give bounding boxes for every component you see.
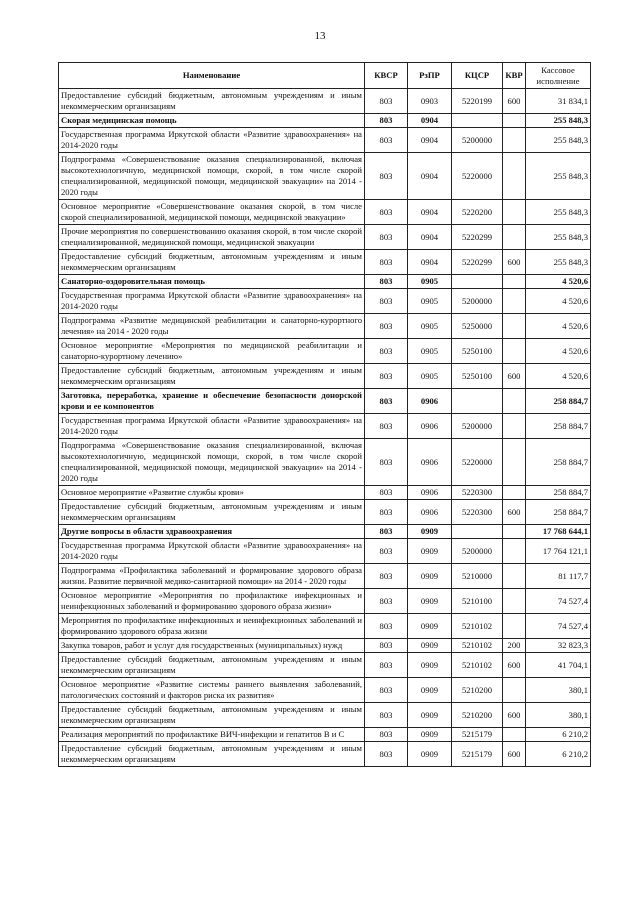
cell-kvsr: 803 <box>365 486 408 500</box>
cell-amount: 32 823,3 <box>526 639 591 653</box>
table-row <box>59 339 591 364</box>
cell-kvsr: 803 <box>365 250 408 275</box>
cell-name: Предоставление субсидий бюджетным, автономным учреждениям и иным некоммерческим организациям <box>59 250 365 275</box>
cell-rzpr: 0909 <box>408 589 452 614</box>
cell-name: Основное мероприятие «Мероприятия по профилактике инфекционных и неинфекционных заболеваний и формированию здорового образа жизни» <box>59 589 365 614</box>
cell-kcsr: 5200000 <box>452 128 503 153</box>
cell-name: Предоставление субсидий бюджетным, автономным учреждениям и иным некоммерческим организациям <box>59 742 365 767</box>
cell-kvsr: 803 <box>365 500 408 525</box>
cell-kvsr: 803 <box>365 339 408 364</box>
cell-kvr: 600 <box>503 742 526 767</box>
cell-kcsr: 5210000 <box>452 564 503 589</box>
cell-kvsr: 803 <box>365 89 408 114</box>
table-row <box>59 500 591 525</box>
cell-kvsr: 803 <box>365 414 408 439</box>
cell-kvsr: 803 <box>365 728 408 742</box>
cell-rzpr: 0909 <box>408 678 452 703</box>
cell-kvr <box>503 153 526 200</box>
table-row <box>59 564 591 589</box>
cell-kcsr: 5210102 <box>452 639 503 653</box>
cell-kvsr: 803 <box>365 275 408 289</box>
cell-kcsr: 5210102 <box>452 614 503 639</box>
cell-kvsr: 803 <box>365 564 408 589</box>
table-row <box>59 200 591 225</box>
header-rzpr: РзПР <box>408 63 452 89</box>
cell-amount: 74 527,4 <box>526 614 591 639</box>
cell-name: Скорая медицинская помощь <box>59 114 365 128</box>
table-row <box>59 703 591 728</box>
cell-kcsr: 5200000 <box>452 414 503 439</box>
cell-rzpr: 0904 <box>408 250 452 275</box>
budget-execution-table <box>58 62 591 767</box>
cell-name: Основное мероприятие «Совершенствование оказания скорой, в том числе скорой специализированной, медицинской помощи, медицинской эвакуации» <box>59 200 365 225</box>
cell-kvr <box>503 339 526 364</box>
cell-kcsr <box>452 114 503 128</box>
cell-amount: 31 834,1 <box>526 89 591 114</box>
cell-name: Другие вопросы в области здравоохранения <box>59 525 365 539</box>
cell-rzpr: 0903 <box>408 89 452 114</box>
cell-amount: 258 884,7 <box>526 486 591 500</box>
cell-kvsr: 803 <box>365 364 408 389</box>
cell-amount: 380,1 <box>526 678 591 703</box>
cell-kcsr: 5200000 <box>452 289 503 314</box>
cell-amount: 41 704,1 <box>526 653 591 678</box>
cell-kvsr: 803 <box>365 439 408 486</box>
cell-name: Предоставление субсидий бюджетным, автономным учреждениям и иным некоммерческим организациям <box>59 653 365 678</box>
cell-name: Государственная программа Иркутской области «Развитие здравоохранения» на 2014-2020 годы <box>59 289 365 314</box>
cell-amount: 6 210,2 <box>526 728 591 742</box>
cell-kcsr: 5250100 <box>452 364 503 389</box>
table-row <box>59 486 591 500</box>
cell-kcsr: 5220300 <box>452 486 503 500</box>
section-row <box>59 114 591 128</box>
cell-rzpr: 0909 <box>408 653 452 678</box>
cell-name: Закупка товаров, работ и услуг для государственных (муниципальных) нужд <box>59 639 365 653</box>
table-row <box>59 728 591 742</box>
table-row <box>59 225 591 250</box>
cell-rzpr: 0909 <box>408 614 452 639</box>
cell-kcsr: 5210102 <box>452 653 503 678</box>
section-row <box>59 525 591 539</box>
cell-kvsr: 803 <box>365 289 408 314</box>
cell-name: Реализация мероприятий по профилактике ВИЧ-инфекции и гепатитов В и С <box>59 728 365 742</box>
cell-kcsr: 5200000 <box>452 539 503 564</box>
table-row <box>59 539 591 564</box>
cell-amount: 255 848,3 <box>526 114 591 128</box>
cell-rzpr: 0904 <box>408 200 452 225</box>
cell-rzpr: 0905 <box>408 339 452 364</box>
cell-kcsr: 5220300 <box>452 500 503 525</box>
cell-amount: 258 884,7 <box>526 500 591 525</box>
cell-kvr <box>503 614 526 639</box>
cell-kvr <box>503 564 526 589</box>
table-row <box>59 314 591 339</box>
cell-rzpr: 0905 <box>408 275 452 289</box>
header-kvsr: КВСР <box>365 63 408 89</box>
cell-rzpr: 0904 <box>408 114 452 128</box>
cell-kvr <box>503 728 526 742</box>
cell-kvr: 600 <box>503 703 526 728</box>
cell-kvsr: 803 <box>365 128 408 153</box>
cell-rzpr: 0906 <box>408 414 452 439</box>
table-row <box>59 614 591 639</box>
cell-kcsr: 5250000 <box>452 314 503 339</box>
cell-kvsr: 803 <box>365 678 408 703</box>
cell-rzpr: 0904 <box>408 128 452 153</box>
cell-amount: 255 848,3 <box>526 250 591 275</box>
cell-kvr <box>503 114 526 128</box>
cell-rzpr: 0904 <box>408 153 452 200</box>
cell-kvr: 600 <box>503 250 526 275</box>
cell-amount: 4 520,6 <box>526 339 591 364</box>
cell-rzpr: 0905 <box>408 314 452 339</box>
cell-kcsr: 5210100 <box>452 589 503 614</box>
cell-rzpr: 0909 <box>408 525 452 539</box>
cell-rzpr: 0909 <box>408 639 452 653</box>
cell-kvr <box>503 486 526 500</box>
cell-kvr: 600 <box>503 500 526 525</box>
cell-kvsr: 803 <box>365 200 408 225</box>
table-row <box>59 589 591 614</box>
cell-amount: 258 884,7 <box>526 414 591 439</box>
table-row <box>59 439 591 486</box>
cell-rzpr: 0905 <box>408 289 452 314</box>
cell-kvr: 600 <box>503 89 526 114</box>
cell-kvr <box>503 539 526 564</box>
cell-rzpr: 0909 <box>408 564 452 589</box>
cell-amount: 4 520,6 <box>526 289 591 314</box>
cell-name: Подпрограмма «Совершенствование оказания специализированной, включая высокотехнологичную, медицинской помощи, скорой, в том числе скорой специализированной, медицинской помощи, медицинской эвакуации» на 2014 - 2020 годы <box>59 439 365 486</box>
cell-amount: 6 210,2 <box>526 742 591 767</box>
table-row <box>59 289 591 314</box>
table-header-row <box>59 63 591 89</box>
cell-kvsr: 803 <box>365 653 408 678</box>
cell-name: Основное мероприятие «Развитие системы раннего выявления заболеваний, патологических состояний и факторов риска их развития» <box>59 678 365 703</box>
cell-kvsr: 803 <box>365 225 408 250</box>
header-kcsr: КЦСР <box>452 63 503 89</box>
cell-amount: 380,1 <box>526 703 591 728</box>
cell-kcsr <box>452 389 503 414</box>
table-row <box>59 153 591 200</box>
cell-amount: 255 848,3 <box>526 225 591 250</box>
cell-amount: 255 848,3 <box>526 128 591 153</box>
cell-kvr: 600 <box>503 653 526 678</box>
cell-rzpr: 0906 <box>408 389 452 414</box>
cell-rzpr: 0909 <box>408 742 452 767</box>
table-body <box>59 89 591 767</box>
cell-kcsr: 5220299 <box>452 250 503 275</box>
header-name: Наименование <box>59 63 365 89</box>
cell-kvr <box>503 128 526 153</box>
cell-amount: 4 520,6 <box>526 314 591 339</box>
cell-rzpr: 0906 <box>408 500 452 525</box>
cell-rzpr: 0906 <box>408 439 452 486</box>
cell-kvsr: 803 <box>365 153 408 200</box>
table-row <box>59 89 591 114</box>
cell-kvr <box>503 678 526 703</box>
cell-kvr <box>503 414 526 439</box>
cell-kcsr <box>452 525 503 539</box>
cell-name: Основное мероприятие «Развитие службы крови» <box>59 486 365 500</box>
cell-amount: 74 527,4 <box>526 589 591 614</box>
cell-kvsr: 803 <box>365 639 408 653</box>
cell-name: Государственная программа Иркутской области «Развитие здравоохранения» на 2014-2020 годы <box>59 414 365 439</box>
header-execution: Кассовое исполнение <box>526 63 591 89</box>
cell-amount: 4 520,6 <box>526 275 591 289</box>
cell-kvsr: 803 <box>365 314 408 339</box>
cell-name: Подпрограмма «Развитие медицинской реабилитации и санаторно-курортного лечения» на 2014 - 2020 годы <box>59 314 365 339</box>
page-number: 13 <box>314 30 326 42</box>
cell-rzpr: 0909 <box>408 728 452 742</box>
cell-kvsr: 803 <box>365 589 408 614</box>
cell-kvr <box>503 525 526 539</box>
cell-name: Подпрограмма «Совершенствование оказания специализированной, включая высокотехнологичную, медицинской помощи, скорой, в том числе скорой специализированной, медицинской помощи, медицинской эвакуации» на 2014 - 2020 годы <box>59 153 365 200</box>
cell-kcsr: 5220200 <box>452 200 503 225</box>
table-row <box>59 678 591 703</box>
cell-name: Государственная программа Иркутской области «Развитие здравоохранения» на 2014-2020 годы <box>59 128 365 153</box>
cell-rzpr: 0906 <box>408 486 452 500</box>
cell-kvr <box>503 200 526 225</box>
cell-name: Предоставление субсидий бюджетным, автономным учреждениям и иным некоммерческим организациям <box>59 364 365 389</box>
cell-rzpr: 0905 <box>408 364 452 389</box>
cell-name: Предоставление субсидий бюджетным, автономным учреждениям и иным некоммерческим организациям <box>59 703 365 728</box>
cell-kvsr: 803 <box>365 703 408 728</box>
cell-rzpr: 0904 <box>408 225 452 250</box>
cell-kvr <box>503 289 526 314</box>
cell-name: Государственная программа Иркутской области «Развитие здравоохранения» на 2014-2020 годы <box>59 539 365 564</box>
table-row <box>59 653 591 678</box>
cell-amount: 258 884,7 <box>526 389 591 414</box>
cell-kcsr: 5210200 <box>452 703 503 728</box>
cell-amount: 17 768 644,1 <box>526 525 591 539</box>
cell-rzpr: 0909 <box>408 703 452 728</box>
table-row <box>59 250 591 275</box>
cell-amount: 258 884,7 <box>526 439 591 486</box>
cell-amount: 17 764 121,1 <box>526 539 591 564</box>
cell-kvr <box>503 589 526 614</box>
cell-kcsr: 5220199 <box>452 89 503 114</box>
cell-kvr <box>503 389 526 414</box>
cell-rzpr: 0909 <box>408 539 452 564</box>
cell-kvr <box>503 225 526 250</box>
section-row <box>59 275 591 289</box>
table-row <box>59 742 591 767</box>
cell-kvsr: 803 <box>365 114 408 128</box>
cell-kcsr: 5215179 <box>452 742 503 767</box>
section-row <box>59 389 591 414</box>
cell-name: Предоставление субсидий бюджетным, автономным учреждениям и иным некоммерческим организациям <box>59 500 365 525</box>
cell-name: Основное мероприятие «Мероприятия по медицинской реабилитации и санаторно-курортному лечению» <box>59 339 365 364</box>
table-row <box>59 128 591 153</box>
cell-amount: 255 848,3 <box>526 200 591 225</box>
cell-kcsr: 5220000 <box>452 439 503 486</box>
cell-kcsr: 5215179 <box>452 728 503 742</box>
table-row <box>59 364 591 389</box>
cell-kcsr: 5220299 <box>452 225 503 250</box>
cell-kcsr <box>452 275 503 289</box>
cell-name: Подпрограмма «Профилактика заболеваний и формирование здорового образа жизни. Развитие первичной медико-санитарной помощи» на 2014 - 2020 годы <box>59 564 365 589</box>
cell-kcsr: 5210200 <box>452 678 503 703</box>
table-row <box>59 414 591 439</box>
cell-kvsr: 803 <box>365 742 408 767</box>
cell-name: Предоставление субсидий бюджетным, автономным учреждениям и иным некоммерческим организациям <box>59 89 365 114</box>
cell-name: Мероприятия по профилактике инфекционных и неинфекционных заболеваний и формированию здорового образа жизни <box>59 614 365 639</box>
table-row <box>59 639 591 653</box>
cell-kvr <box>503 275 526 289</box>
cell-amount: 4 520,6 <box>526 364 591 389</box>
cell-kvr <box>503 439 526 486</box>
cell-kvsr: 803 <box>365 389 408 414</box>
cell-kcsr: 5250100 <box>452 339 503 364</box>
cell-name: Прочие мероприятия по совершенствованию оказания скорой, в том числе скорой специализированной, медицинской помощи, медицинской эвакуации <box>59 225 365 250</box>
cell-name: Заготовка, переработка, хранение и обеспечение безопасности донорской крови и ее компонентов <box>59 389 365 414</box>
cell-name: Санаторно-оздоровительная помощь <box>59 275 365 289</box>
cell-kvr: 200 <box>503 639 526 653</box>
cell-amount: 81 117,7 <box>526 564 591 589</box>
cell-kvsr: 803 <box>365 525 408 539</box>
cell-kvsr: 803 <box>365 614 408 639</box>
cell-kcsr: 5220000 <box>452 153 503 200</box>
cell-amount: 255 848,3 <box>526 153 591 200</box>
cell-kvr <box>503 314 526 339</box>
cell-kvr: 600 <box>503 364 526 389</box>
cell-kvsr: 803 <box>365 539 408 564</box>
header-kvr: КВР <box>503 63 526 89</box>
